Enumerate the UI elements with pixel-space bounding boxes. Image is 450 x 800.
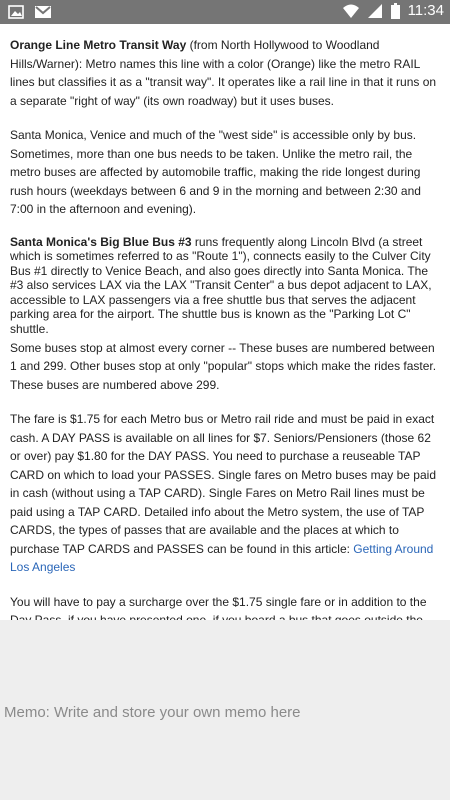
- gmail-notification-icon: [34, 4, 50, 20]
- orange-line-text: (from North Hollywood to Woodland Hills/Warner): Metro names this line with a color (Orange) like the metro RAIL lines but classifies it as a "transit way". It operates like a rail line in that it runs on a separate "right of way" (its own roadway) but it uses buses.: [10, 38, 437, 108]
- paragraph-big-blue-bus: [10, 235, 440, 337]
- fares-text: The fare is $1.75 for each Metro bus or Metro rail ride and must be paid in exact cash. A DAY PASS is available on all lines for $7. Seniors/Pensioners (those 62 or over) pay $1.80 for the DAY PASS. You need to purchase a reuseable TAP CARD on which to load your PASSES. Single fares on Metro buses may be paid in cash (without using a TAP CARD). Single Fares on Metro Rail lines must be paid using a TAP CARD. Detailed info about the Metro system, the use of TAP CARDS, the types of passes that are available and the places at which to purchase TAP CARDS and PASSES can be found in this article:: [10, 412, 436, 556]
- clock: 11:34: [407, 2, 444, 19]
- image-notification-icon: [8, 4, 24, 20]
- paragraph-bus-numbers: Some buses stop at almost every corner -- These buses are numbered between 1 and 299. Other buses stop at only "popular" stops which make the rides faster. These buses are numbered above 299.: [10, 340, 437, 392]
- big-blue-bus-text: runs frequently along Lincoln Blvd (a street which is sometimes referred to as "Route 1"), connects easily to the Culver City Bus #1 directly to Venice Beach, and also goes directly into Santa Monica. The #3 also services LAX via the LAX "Transit Center" a bus depot adjacent to LAX, accessible to LAX passengers via a free shuttle bus that serves the adjacent parking area for the airport. The shuttle bus is known as the "Parking Lot C" shuttle.: [10, 234, 432, 337]
- wifi-icon: [343, 3, 359, 19]
- article-content[interactable]: [0, 24, 450, 620]
- paragraph-orange-line: [10, 36, 440, 110]
- memo-panel: [0, 620, 450, 800]
- getting-around-link[interactable]: Getting Around Los Angeles: [10, 541, 434, 575]
- cell-signal-icon: [367, 3, 383, 19]
- big-blue-bus-heading: Santa Monica's Big Blue Bus #3: [10, 234, 192, 249]
- paragraph-surcharge: You will have to pay a surcharge over the $1.75 single fare or in addition to the: [10, 594, 427, 609]
- memo-input[interactable]: [4, 700, 444, 724]
- orange-line-heading: Orange Line Metro Transit Way: [10, 38, 187, 52]
- status-bar: [0, 0, 450, 24]
- paragraph-west-side: Santa Monica, Venice and much of the "west side" is accessible only by bus. Sometimes, more than one bus needs to be taken. Unlike the metro rail, the metro buses are affected by automobile traffic, making the ride longest during rush hours (weekdays between 6 and 9 in the morning and between 2:30 and 7:00 in the afternoon and evening).: [10, 128, 421, 216]
- battery-icon: [391, 3, 400, 19]
- paragraph-fares: [10, 410, 440, 577]
